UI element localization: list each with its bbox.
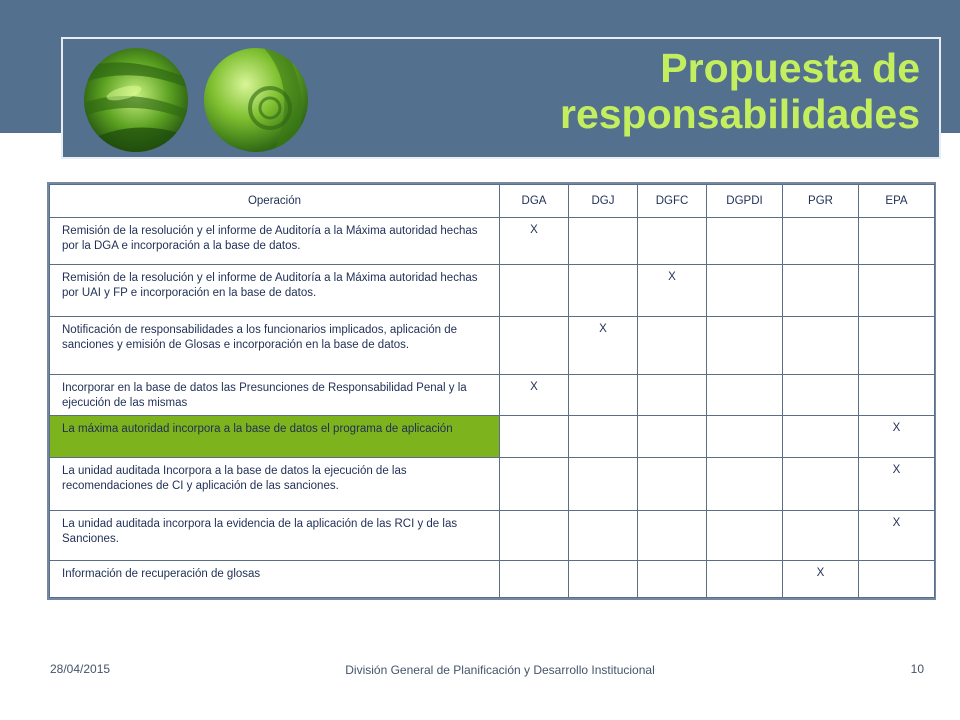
- table-row-highlighted: [50, 416, 935, 458]
- mark-cell: [638, 561, 707, 598]
- mark-cell: [569, 561, 638, 598]
- mark-cell: [783, 375, 859, 416]
- mark-cell: [707, 375, 783, 416]
- mark-cell: [569, 218, 638, 265]
- footer-organization: División General de Planificación y Desarrollo Institucional: [345, 663, 655, 677]
- mark-cell: [783, 511, 859, 561]
- mark-cell: [707, 265, 783, 317]
- header-pgr: PGR: [783, 185, 859, 218]
- mark-cell: [859, 265, 935, 317]
- title-line-1: Propuesta de: [660, 45, 920, 91]
- mark-cell: [707, 416, 783, 458]
- mark-cell: [783, 458, 859, 511]
- table-row: [50, 218, 935, 265]
- mark-cell: [707, 218, 783, 265]
- header-dgfc: DGFC: [638, 185, 707, 218]
- mark-cell: [569, 416, 638, 458]
- mark-cell: X: [783, 561, 859, 598]
- mark-cell: [638, 317, 707, 375]
- mark-cell: [569, 458, 638, 511]
- mark-cell: [707, 511, 783, 561]
- operation-cell: La unidad auditada Incorpora a la base de datos la ejecución de las recomendaciones de CI y aplicación de las sanciones.: [50, 458, 500, 511]
- operation-cell: Notificación de responsabilidades a los funcionarios implicados, aplicación de sanciones y emisión de Glosas e incorporación en la base de datos.: [50, 317, 500, 375]
- mark-cell: X: [859, 511, 935, 561]
- mark-cell: [500, 458, 569, 511]
- mark-cell: [707, 317, 783, 375]
- table-header-row: [50, 185, 935, 218]
- mark-cell: [783, 218, 859, 265]
- mark-cell: [500, 265, 569, 317]
- mark-cell: [500, 511, 569, 561]
- table-row: [50, 317, 935, 375]
- header-epa: EPA: [859, 185, 935, 218]
- page-title: [400, 45, 920, 137]
- mark-cell: X: [859, 416, 935, 458]
- mark-cell: [783, 317, 859, 375]
- mark-cell: [500, 317, 569, 375]
- mark-cell: [500, 561, 569, 598]
- mark-cell: [859, 317, 935, 375]
- mark-cell: X: [500, 375, 569, 416]
- responsibility-table: [47, 182, 936, 600]
- mark-cell: [638, 218, 707, 265]
- mark-cell: X: [569, 317, 638, 375]
- operation-cell: Incorporar en la base de datos las Presunciones de Responsabilidad Penal y la ejecución de las mismas: [50, 375, 500, 416]
- operation-cell: Remisión de la resolución y el informe de Auditoría a la Máxima autoridad hechas por UAI y FP e incorporación en la base de datos.: [50, 265, 500, 317]
- mark-cell: X: [638, 265, 707, 317]
- mark-cell: X: [859, 458, 935, 511]
- table-row: [50, 561, 935, 598]
- header-dga: DGA: [500, 185, 569, 218]
- table-row: [50, 511, 935, 561]
- mark-cell: [500, 416, 569, 458]
- table-row: [50, 265, 935, 317]
- header-operacion: Operación: [50, 185, 500, 218]
- leaf-photo-image: [84, 48, 188, 152]
- mark-cell: [783, 416, 859, 458]
- operation-cell: Remisión de la resolución y el informe de Auditoría a la Máxima autoridad hechas por la DGA e incorporación a la base de datos.: [50, 218, 500, 265]
- mark-cell: X: [500, 218, 569, 265]
- mark-cell: [569, 375, 638, 416]
- page-number: 10: [910, 662, 924, 676]
- table-row: [50, 458, 935, 511]
- mark-cell: [859, 561, 935, 598]
- table-row: [50, 375, 935, 416]
- operation-cell: Información de recuperación de glosas: [50, 561, 500, 598]
- mark-cell: [707, 561, 783, 598]
- mark-cell: [638, 511, 707, 561]
- mark-cell: [859, 218, 935, 265]
- fern-photo-image: [204, 48, 308, 152]
- operation-cell: La unidad auditada incorpora la evidencia de la aplicación de las RCI y de las Sanciones.: [50, 511, 500, 561]
- footer-date: 28/04/2015: [50, 662, 111, 676]
- mark-cell: [638, 458, 707, 511]
- mark-cell: [783, 265, 859, 317]
- operation-cell: La máxima autoridad incorpora a la base de datos el programa de aplicación: [50, 416, 500, 458]
- header-dgj: DGJ: [569, 185, 638, 218]
- mark-cell: [859, 375, 935, 416]
- mark-cell: [569, 511, 638, 561]
- mark-cell: [569, 265, 638, 317]
- header-dgpdi: DGPDI: [707, 185, 783, 218]
- mark-cell: [638, 416, 707, 458]
- mark-cell: [638, 375, 707, 416]
- mark-cell: [707, 458, 783, 511]
- title-line-2: responsabilidades: [559, 91, 920, 137]
